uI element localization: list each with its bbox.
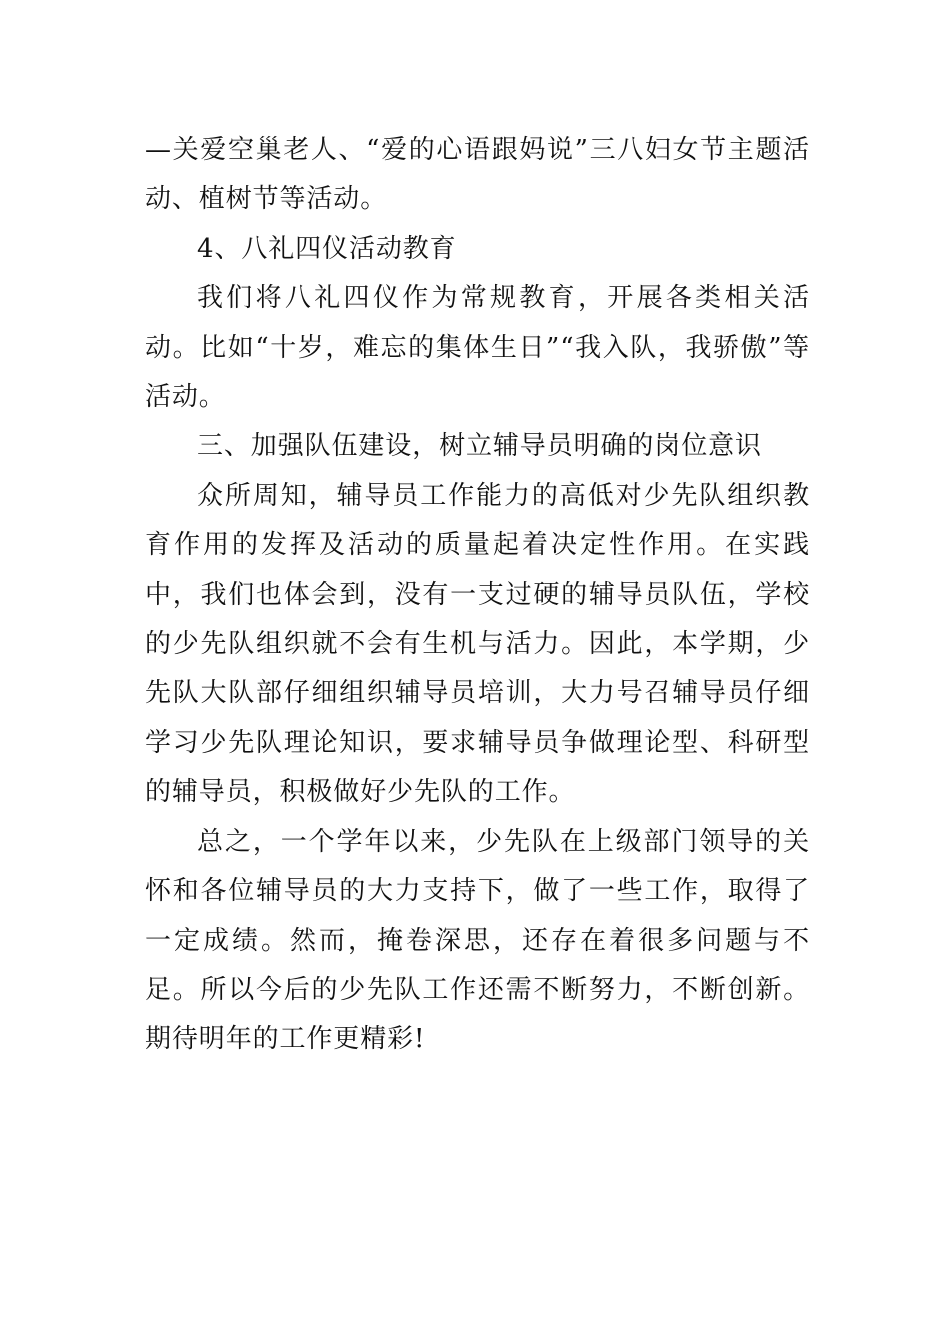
document-body xyxy=(145,126,810,1065)
paragraph-counselor-training: 众所周知，辅导员工作能力的高低对少先队组织教育作用的发挥及活动的质量起着决定性作用。在实践中，我们也体会到，没有一支过硬的辅导员队伍，学校的少先队组织就不会有生机与活力。因此，本学期，少先队大队部仔细组织辅导员培训，大力号召辅导员仔细学习少先队理论知识，要求辅导员争做理论型、科研型的辅导员，积极做好少先队的工作。 xyxy=(145,480,810,808)
paragraph-etiquette-education: 我们将八礼四仪作为常规教育，开展各类相关活动。比如“十岁，难忘的集体生日”“我入队，我骄傲”等活动。 xyxy=(145,283,810,413)
subheading-etiquette-education: 4、八礼四仪活动教育 xyxy=(197,233,457,264)
section-heading-team-building: 三、加强队伍建设，树立辅导员明确的岗位意识 xyxy=(197,431,762,462)
paragraph-conclusion: 总之，一个学年以来，少先队在上级部门领导的关怀和各位辅导员的大力支持下，做了一些工作，取得了一定成绩。然而，掩卷深思，还存在着很多问题与不足。所以今后的少先队工作还需不断努力，不断创新。期待明年的工作更精彩! xyxy=(145,826,810,1055)
paragraph-activities-continued: —关爱空巢老人、“爱的心语跟妈说”三八妇女节主题活动、植树节等活动。 xyxy=(145,135,810,215)
